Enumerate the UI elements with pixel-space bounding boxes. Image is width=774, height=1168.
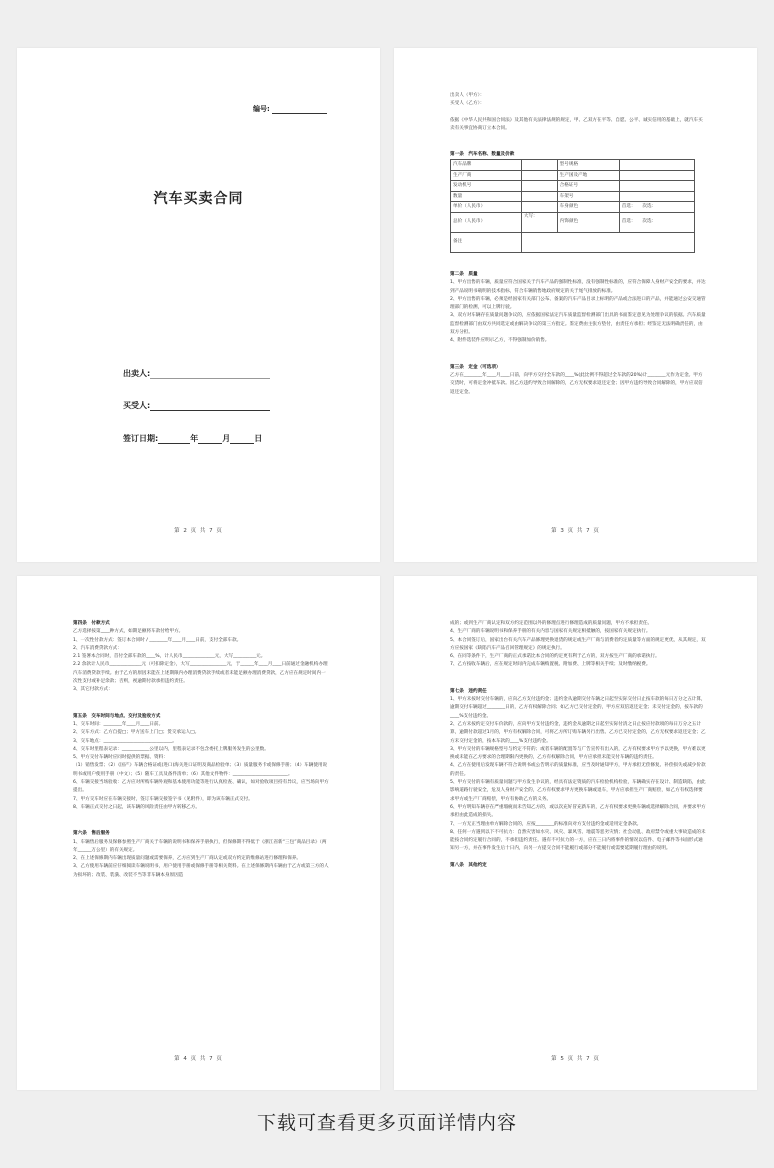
paragraph: 3、其它付款方式： (73, 687, 113, 693)
table-cell: 合格证号 (557, 181, 619, 192)
table-cell: 单价（人民币） (451, 202, 522, 213)
table-cell (521, 202, 557, 213)
article-5-title: 第五条 交车时间与地点、交付及验收方式 (73, 713, 161, 719)
year-label: 年 (190, 434, 199, 443)
article-6-title: 第六条 售后服务 (73, 831, 110, 837)
document-page-cover (17, 48, 380, 562)
table-cell (521, 160, 557, 171)
seller-line (150, 370, 270, 379)
table-cell: 汽车品牌 (451, 160, 522, 171)
spacer (450, 346, 706, 364)
paragraph: 5、甲方交付车辆时应同时提供的票据、资料： (73, 755, 168, 761)
year-line (158, 435, 190, 444)
table-cell: 发动机号 (451, 181, 522, 192)
page-footer: 第 4 页 共 7 页 (174, 1056, 223, 1062)
table-cell: 总价（人民币） (451, 212, 522, 232)
paragraph: 8、任何一方遇到以下不可抗力：自然灾害如水灾、风灾、暴风雪、地震等恶劣灾情；社会动乱、政府禁令或重大事故造成的未能按合同约定履行合同的，不承担违约责任。遇有不可抗力的一方，应在三日内将事件的情况以信件、电子邮件等书面形式通知另一方，并在事件发生后十日内，向另一方提交合同不能履行或部分不能履行或需要延期履行理由的说明。 (450, 829, 706, 852)
table-row (451, 170, 695, 181)
paragraph: 5、甲方交付的车辆有质量问题与甲方发生争议的，经具有法定资质的汽车检验机构检验，车辆确实存在设计、制造缺陷，由此影响道路行驶安全，危及人身财产安全的，乙方有权要求甲方更换车辆或退车，甲方应承担生产厂商赔偿，如乙方有权选择要求甲方或生产厂商赔偿，甲方有协助乙方的义务。 (450, 780, 706, 802)
document-page-2 (394, 48, 757, 562)
month-label: 月 (222, 434, 231, 443)
table-cell (619, 170, 694, 181)
serial-label: 编号: (253, 105, 270, 113)
paragraph: 8、车辆正式交付之日起，该车辆的风险责任由甲方转移乙方。 (73, 804, 200, 810)
day-label: 日 (254, 434, 263, 443)
paragraph: 1、车辆售后服务及保修参照生产厂商关于车辆的说明书和保养手册执行，但保修期不得低于《浙江省新“三包”商品目录》（两年______万公里）的有关规定。 (73, 839, 327, 853)
contract-title: 汽车买卖合同 (153, 191, 244, 207)
seller-field (123, 368, 270, 379)
spacer (450, 253, 706, 271)
paragraph: 4、生产厂商的车辆说明书和保养手册的有关内容与国家有关规定相抵触的，按国家有关规定执行。 (450, 629, 651, 635)
sign-date-field (123, 433, 262, 444)
table-cell (521, 191, 557, 202)
paragraph: 成的；或到生产厂商认定和双方约定范围以外的修理点进行修理造成的质量问题，甲方不承担责任。 (450, 621, 653, 626)
intro-paragraph: 依据《中华人民共和国合同法》及其他有关法律法规的规定，甲、乙双方在平等、自愿、公平、诚实信用的基础上，就汽车买卖有关事宜协商订立本合同。 (450, 117, 703, 131)
table-cell: 备注 (451, 232, 522, 252)
table-cell: 内饰颜色 (557, 212, 619, 232)
paragraph: 2.1 签署本合同时，首付全部车款的____%，计人民币______________元，大写__________元。 (73, 654, 266, 660)
paragraph: 3、交车地点：______________________________。 (73, 738, 177, 744)
table-cell: 型号规格 (557, 160, 619, 171)
paragraph: 6、甲方明知车辆存在严重瑕疵而未告知乙方的，或以次充好冒充新车的，乙方有权要求更换车辆或选择解除合同，并要求甲方承担由此造成的损失。 (450, 804, 706, 819)
table-row (451, 232, 695, 252)
paragraph: 4、乙方在使用后发现车辆不符合说明书或公告明示的质量标准，应当及时通知甲方，甲方承担无偿修复、补偿损失或减少价款的责任。 (450, 763, 706, 777)
serial-number-field (253, 104, 327, 114)
vehicle-info-table (450, 159, 695, 253)
page-body (73, 620, 329, 880)
buyer-line (150, 402, 270, 411)
date-label: 签订日期: (123, 434, 159, 443)
paragraph: 7、乙方按收车辆后，应在规定时间内完成车辆购置税、附加费、上牌等相关手续；及时缴纳税费。 (450, 662, 651, 668)
paragraph: 1、甲方出售的车辆，质量应符合国家关于汽车产品的强制性标准，没有强制性标准的，应符合保障人身财产安全的要求，并达到产品说明书载明的技术指标，符合车辆销售地政府规定的关于尾气排放的标准。 (450, 280, 706, 294)
paragraph: 7、一方无正当理由单方解除合同的，应按________的标准向对方支付违约金或适用定金条款。 (450, 821, 642, 827)
table-row (451, 212, 695, 232)
serial-line (272, 106, 327, 114)
spacer (450, 109, 706, 117)
paragraph: 1、一次性付款方式：签订本合同时 / ________年____月____日前，支付全部车款。 (73, 637, 242, 643)
document-page-3 (17, 576, 380, 1090)
paragraph: 2、在上述保修期内车辆出现质量问题或需要保养，乙方应到生产厂商认定或双方约定的维修站进行修理和保养。 (73, 856, 302, 862)
paragraph: 4、附件选装件应明示乙方，不得强制加价销售。 (450, 338, 550, 344)
table-cell: 生产厂商 (451, 170, 522, 181)
spacer (450, 670, 706, 688)
paragraph: 3、乙方使用车辆前应仔细阅读车辆说明书，用户使用手册或保修手册等相关资料。在上述保修期内车辆由于乙方或第三方的人为损坏的；改装、装潢、改装不当等非车辆本身原因造 (73, 864, 329, 878)
paragraph: 5、本合同签订后，国家出台有关汽车产品修理更换退货的规定或生产厂商与消费者约定质量等方面的规定更优，从其规定，双方应按国家《缺陷汽车产品召回管理规定》的规定执行。 (450, 637, 706, 651)
table-cell: 大写： (521, 212, 557, 232)
buyer-field (123, 400, 270, 411)
article-8-title: 第八条 其他约定 (450, 862, 487, 868)
page-body (450, 620, 706, 870)
paragraph: 3、双方对车辆存在质量问题争议的，应依据国家法定汽车质量监督检测部门出具的书面鉴定意见为处理争议的依据。汽车质量监督检测部门由双方共同选定或由解决争议的第三方指定。鉴定费由主张方垫付，由责任方承担；经鉴定无法明确责任的，由双方分担。 (450, 313, 706, 336)
table-cell (619, 191, 694, 202)
table-cell (521, 181, 557, 192)
download-caption[interactable]: 下载可查看更多页面详情内容 (256, 1112, 517, 1134)
paragraph: 1、甲方未按时交付车辆的，应向乙方支付违约金；违约金从逾期交付车辆之日起至实际交付日止按车款的每日万分之五计算，逾期交付车辆超过________日的，乙方有权解除合同；如乙方已交付定金的，甲方应双倍返还定金；未交付定金的，按车款的____%支付违约金。 (450, 697, 706, 719)
table-cell: 首选： 次选： (619, 212, 694, 232)
paragraph: 2、甲方出售的车辆，必须是经国家有关部门公布、备案的汽车产品目录上标明的产品或合法进口的产品，并能通过公安交通管理部门的检测，可以上牌行驶。 (450, 296, 706, 311)
paragraph: 6、在同等条件下，生产厂商的正式承诺比本合同的约定更有利于乙方的，双方按生产厂商的承诺执行。 (450, 654, 660, 660)
table-cell (619, 181, 694, 192)
table-row (451, 191, 695, 202)
paragraph: 2.2 余款计人民币______________元（可扣除定金），大写________________元，于______年____月____日前通过金融机构办理汽车消费贷款手续。由于乙方的原因未能在上述期限内办理消费贷款手续或者未能足额办理消费贷款，乙方应在规定时间内一次性支付或补足余款；否则，视逾期付款承担违约责任。 (73, 662, 328, 685)
table-cell: 数量 (451, 191, 522, 202)
article-3-title: 第三条 定金（可选项） (450, 364, 501, 370)
document-page-4 (394, 576, 757, 1090)
page-footer: 第 3 页 共 7 页 (551, 528, 600, 534)
table-cell: 车架号 (557, 191, 619, 202)
page-footer: 第 2 页 共 7 页 (174, 528, 223, 534)
paragraph: 7、甲方交车时应在车辆交接时，签订车辆交接签字书（见附件），即为该车辆正式交付。 (73, 796, 253, 802)
paragraph: （1）销售发票；（2）《国产》车辆合格证或(进口)海关进口证明及商品检验单；（3）质量服务卡或保修手册；（4）车辆使用说明书或用户使用手册（中文）；（5）随车工具及备件清单；（6）其他文件物件：________________________。 (73, 763, 328, 777)
day-line (230, 435, 254, 444)
spacer (450, 133, 706, 151)
paragraph: 2、交车方式：乙方自提□；甲方送车上门□；货交承运人□。 (73, 730, 200, 736)
spacer (450, 854, 706, 862)
seller-label: 出卖人: (123, 369, 151, 378)
spacer (73, 695, 329, 713)
table-row (451, 181, 695, 192)
table-cell (521, 232, 694, 252)
party-b-line: 买受人（乙方）： (450, 101, 485, 107)
party-a-line: 出卖人（甲方）： (450, 93, 485, 98)
page-footer: 第 5 页 共 7 页 (551, 1056, 600, 1062)
table-cell: 生产国及产地 (557, 170, 619, 181)
page-body (450, 92, 706, 397)
paragraph: 乙方选择按第____种方式，如期足额将车款付给甲方。 (73, 629, 184, 635)
month-line (198, 435, 222, 444)
paragraph: 2、乙方未按约定交付车价款的，应向甲方支付违约金，违约金从逾期之日起至实际付清之日止按应付款项的每日万分之五计算，逾期付款超过1月的，甲方有权解除合同，可将乙方所订购车辆另行出售。乙方已交付定金的，乙方无权要求返还定金；乙方未交付定金的，按本车款的____%支付违约金。 (450, 721, 706, 744)
article-1-title: 第一条 汽车名称、数量及价款 (450, 152, 515, 158)
buyer-label: 买受人: (123, 401, 151, 410)
table-cell (619, 160, 694, 171)
table-cell (521, 170, 557, 181)
table-row (451, 160, 695, 171)
paragraph: 3、甲方交付的车辆规格型号与约定不符的；或者车辆的配置等与广告宣传有出入的，乙方有权要求甲方予以更换，甲方难以更换或未能在乙方要求的合理期限内更换的，乙方有权解除合同，甲方应承担未能交付车辆的违约责任。 (450, 746, 706, 761)
paragraph: 乙方在________年____月____日前，向甲方交付全车款的____%(此比例不得超过全车款的20%)计________元作为定金。甲方交货时，可将定金冲抵车款。因乙方违约导致合同解除的，乙方无权要求返还定金；因甲方违约导致合同解除的，甲方应双倍返还定金。 (450, 372, 703, 395)
article-2-title: 第二条 质量 (450, 271, 478, 277)
paragraph: 4、交车时里程表记录：____________公里以内，里程表记录不包含委托上牌服务发生的公里数。 (73, 746, 269, 752)
paragraph: 2、汽车消费贷款方式： (73, 645, 122, 651)
paragraph: 1、交车时间：________年____月____日前。 (73, 721, 164, 727)
article-7-title: 第七条 违约责任 (450, 688, 487, 694)
paragraph: 6、车辆交接当场验收：乙方应对所购车辆外观和基本使用功能等进行认真检查、确认，如对验收项目持有异议，应当场向甲方提出。 (73, 780, 329, 794)
article-4-title: 第四条 付款方式 (73, 621, 110, 626)
table-row (451, 202, 695, 213)
table-cell: 首选： 次选： (619, 202, 694, 213)
spacer (73, 812, 329, 830)
table-cell: 车身颜色 (557, 202, 619, 213)
